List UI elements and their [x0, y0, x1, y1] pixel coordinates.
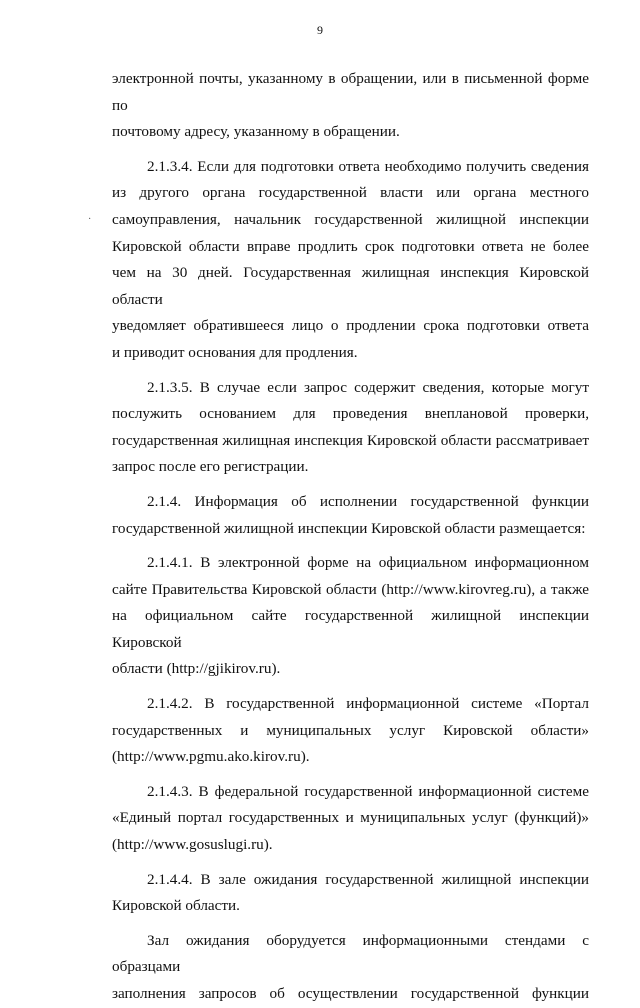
text-line: и приводит основания для продления. — [112, 343, 358, 361]
text-line: (http://www.gosuslugi.ru). — [112, 836, 273, 854]
text-line: государственной жилищной инспекции Кировской области размещается: — [112, 519, 586, 537]
text-line: государственных и муниципальных услуг Кировской области» — [112, 721, 589, 739]
text-line: Кировской области вправе продлить срок подготовки ответа не более — [112, 237, 589, 255]
text-line: сайте Правительства Кировской области (http://www.kirovreg.ru), а также — [112, 580, 589, 598]
text-line: области (http://gjikirov.ru). — [112, 660, 281, 678]
paragraph-continuation — [112, 66, 589, 146]
text-line: 2.1.4.1. В электронной форме на официальном информационном — [147, 554, 589, 572]
text-line: самоуправления, начальник государственной жилищной инспекции — [112, 210, 589, 228]
text-line: 2.1.4.2. В государственной информационной системе «Портал — [147, 695, 589, 713]
paragraph-2-1-4-1 — [112, 550, 589, 683]
paragraph-2-1-4-4 — [112, 867, 589, 920]
page-number: 9 — [317, 23, 323, 37]
paragraph-2-1-3-5 — [112, 375, 589, 481]
text-line: почтовому адресу, указанному в обращении. — [112, 123, 400, 141]
text-line: послужить основанием для проведения внеплановой проверки, — [112, 405, 589, 423]
text-line: 2.1.4.3. В федеральной государственной информационной системе — [147, 782, 589, 800]
text-line: 2.1.3.5. В случае если запрос содержит сведения, которые могут — [147, 378, 589, 396]
text-line: 2.1.3.4. Если для подготовки ответа необходимо получить сведения — [147, 157, 589, 175]
paragraph-waiting-hall — [112, 928, 589, 1008]
document-body — [112, 66, 589, 1008]
text-line: заполнения запросов об осуществлении государственной функции — [112, 985, 589, 1002]
text-line: на официальном сайте государственной жилищной инспекции Кировской — [112, 607, 589, 651]
paragraph-2-1-3-4 — [112, 154, 589, 367]
paragraph-2-1-4-3 — [112, 779, 589, 859]
text-line: запрос после его регистрации. — [112, 458, 309, 476]
text-line: чем на 30 дней. Государственная жилищная инспекция Кировской области — [112, 264, 589, 308]
paragraph-2-1-4 — [112, 489, 589, 542]
margin-mark: · — [88, 214, 92, 225]
text-line: (http://www.pgmu.ako.kirov.ru). — [112, 748, 310, 766]
text-line: из другого органа государственной власти или органа местного — [112, 184, 589, 202]
text-line: «Единый портал государственных и муниципальных услуг (функций)» — [112, 809, 589, 827]
text-line: уведомляет обратившееся лицо о продлении срока подготовки ответа — [112, 317, 589, 335]
text-line: Зал ожидания оборудуется информационными стендами с образцами — [112, 931, 589, 976]
text-line: 2.1.4.4. В зале ожидания государственной жилищной инспекции — [147, 870, 589, 888]
text-line: Кировской области. — [112, 897, 240, 915]
text-line: электронной почты, указанному в обращении, или в письменной форме по — [112, 70, 589, 114]
paragraph-2-1-4-2 — [112, 691, 589, 771]
text-line: государственная жилищная инспекция Кировской области рассматривает — [112, 431, 589, 449]
text-line: 2.1.4. Информация об исполнении государственной функции — [147, 492, 589, 510]
